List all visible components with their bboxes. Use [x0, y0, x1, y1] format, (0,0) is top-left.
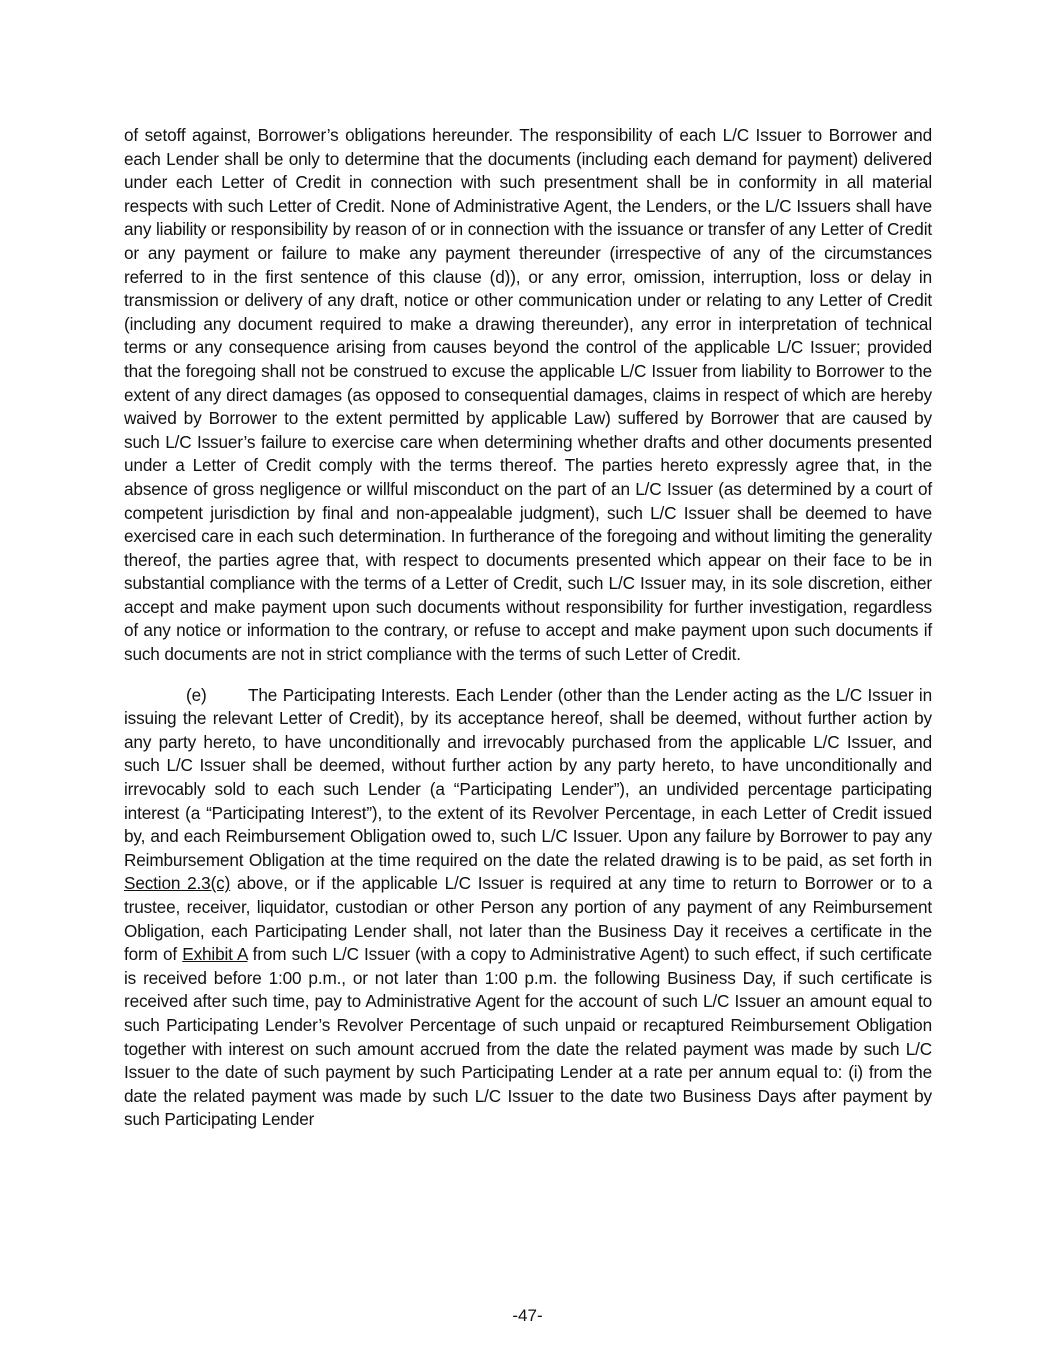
paragraph-e [124, 684, 932, 1132]
document-body [124, 124, 932, 1132]
paragraph-e-text-part2: above, or if the applicable L/C Issuer is required at any time to return to Borrower or to a trustee, receiver, liquidator, custodian or other Person any portion of any payment of any Reimbursement Obligation, each Participating Lender shall, not later than the Business Day it receives a certificate in the form of [124, 873, 933, 965]
exhibit-reference-link[interactable]: Exhibit A [182, 944, 248, 965]
paragraph-e-text-part3: from such L/C Issuer (with a copy to Administrative Agent) to such effect, if such certificate is received before 1:00 p.m., or not later than 1:00 p.m. the following Business Day, if such certificate is received after such time, pay to Administrative Agent for the account of such L/C Issuer an amount equal to such Participating Lender’s Revolver Percentage of such unpaid or recaptured Reimbursement Obligation together with interest on such amount accrued from the date the related payment was made by such L/C Issuer to the date of such payment by such Participating Lender at a rate per annum equal to: (i) from the date the related payment was made by such L/C Issuer to the date two Business Days after payment by such Participating Lender [124, 944, 932, 1130]
page-number: -47- [512, 1306, 543, 1325]
section-reference-link[interactable]: Section 2.3(c) [124, 873, 231, 894]
clause-label: (e) [186, 684, 207, 705]
paragraph-continuation: of setoff against, Borrower’s obligations hereunder. The responsibility of each L/C Issuer to Borrower and each Lender shall be only to determine that the documents (including each demand for payment) delivered under each Letter of Credit in connection with such presentment shall be in conformity in all material respects with such Letter of Credit. None of Administrative Agent, the Lenders, or the L/C Issuers shall have any liability or responsibility by reason of or in connection with the issuance or transfer of any Letter of Credit or any payment or failure to make any payment thereunder (irrespective of any of the circumstances referred to in the first sentence of this clause (d)), or any error, omission, interruption, loss or delay in transmission or delivery of any draft, notice or other communication under or relating to any Letter of Credit (including any document required to make a drawing thereunder), any error in interpretation of technical terms or any consequence arising from causes beyond the control of the applicable L/C Issuer; provided that the foregoing shall not be construed to excuse the applicable L/C Issuer from liability to Borrower to the extent of any direct damages (as opposed to consequential damages, claims in respect of which are hereby waived by Borrower to the extent permitted by applicable Law) suffered by Borrower that are caused by such L/C Issuer’s failure to exercise care when determining whether drafts and other documents presented under a Letter of Credit comply with the terms thereof. The parties hereto expressly agree that, in the absence of gross negligence or willful misconduct on the part of an L/C Issuer (as determined by a court of competent jurisdiction by final and non-appealable judgment), such L/C Issuer shall be deemed to have exercised care in each such determination. In furtherance of the foregoing and without limiting the generality thereof, the parties agree that, with respect to documents presented which appear on their face to be in substantial compliance with the terms of a Letter of Credit, such L/C Issuer may, in its sole discretion, either accept and make payment upon such documents without responsibility for further investigation, regardless of any notice or information to the contrary, or refuse to accept and make payment upon such documents if such documents are not in strict compliance with the terms of such Letter of Credit. [124, 125, 932, 665]
paragraph-e-text-part1: The Participating Interests. Each Lender (other than the Lender acting as the L/C Issuer in issuing the relevant Letter of Credit), by its acceptance hereof, shall be deemed, without further action by any party hereto, to have unconditionally and irrevocably purchased from the applicable L/C Issuer, and such L/C Issuer shall be deemed, without further action by any party hereto, to have unconditionally and irrevocably sold to each such Lender (a “Participating Lender”), an undivided percentage participating interest (a “Participating Interest”), to the extent of its Revolver Percentage, in each Letter of Credit issued by, and each Reimbursement Obligation owed to, such L/C Issuer. Upon any failure by Borrower to pay any Reimbursement Obligation at the time required on the date the related drawing is to be paid, as set forth in [124, 684, 932, 870]
